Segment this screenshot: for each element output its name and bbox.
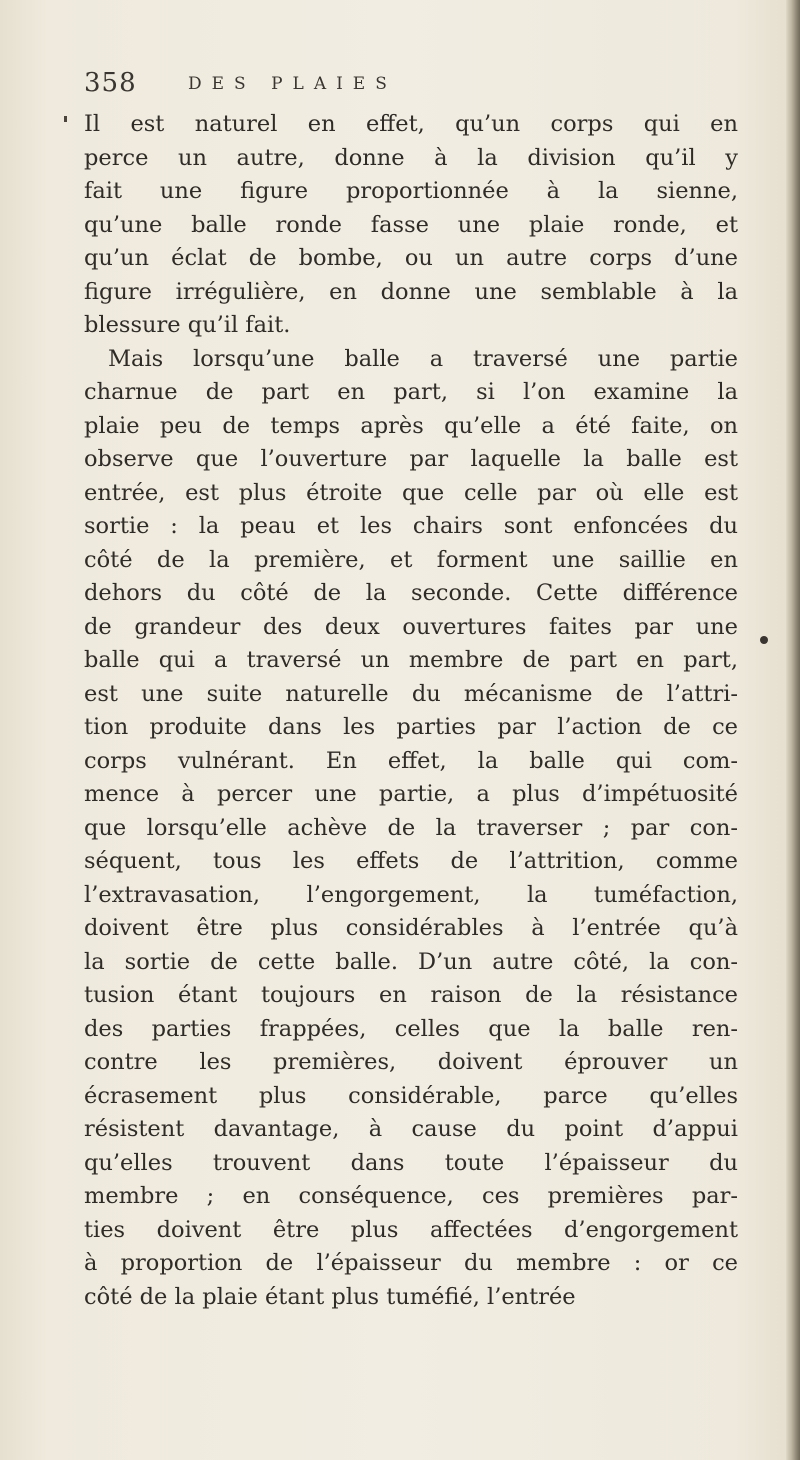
running-head: DES PLAIES <box>188 74 397 94</box>
text-line: charnue de part en part, si l’on examine la <box>84 379 738 405</box>
text-line: Mais lorsqu’une balle a traversé une partie <box>108 345 738 372</box>
text-line: blessure qu’il fait. <box>84 312 291 338</box>
text-line: sortie : la peau et les chairs sont enfoncées du <box>84 513 738 539</box>
text-line: à proportion de l’épaisseur du membre : or ce <box>84 1250 738 1276</box>
text-line: tion produite dans les parties par l’action de ce <box>84 714 738 740</box>
text-line: la sortie de cette balle. D’un autre côté, la con- <box>84 948 738 975</box>
text-line: qu’un éclat de bombe, ou un autre corps d’une <box>84 245 738 271</box>
text-line: tusion étant toujours en raison de la résistance <box>84 982 738 1008</box>
text-line: membre ; en conséquence, ces premières par- <box>84 1183 738 1209</box>
page-header <box>84 68 724 104</box>
text-line: mence à percer une partie, a plus d’impétuosité <box>84 781 738 807</box>
text-line: fait une figure proportionnée à la sienne, <box>84 178 738 204</box>
text-line: écrasement plus considérable, parce qu’elles <box>84 1082 738 1109</box>
page-spine-edge <box>786 0 800 1460</box>
text-line: balle qui a traversé un membre de part en part, <box>84 647 738 673</box>
text-line: doivent être plus considérables à l’entrée qu’à <box>84 915 738 941</box>
text-line: entrée, est plus étroite que celle par où elle est <box>84 479 738 506</box>
text-line: séquent, tous les effets de l’attrition, comme <box>84 848 738 874</box>
text-line: qu’une balle ronde fasse une plaie ronde, et <box>84 211 738 238</box>
text-line: corps vulnérant. En effet, la balle qui com- <box>84 747 738 774</box>
text-line: des parties frappées, celles que la balle ren- <box>84 1015 738 1042</box>
text-line: plaie peu de temps après qu’elle a été faite, on <box>84 412 738 439</box>
text-line: est une suite naturelle du mécanisme de l’attri- <box>84 680 738 707</box>
text-line: qu’elles trouvent dans toute l’épaisseur du <box>84 1149 738 1176</box>
text-line: résistent davantage, à cause du point d’appui <box>84 1116 738 1142</box>
text-line: contre les premières, doivent éprouver un <box>84 1049 738 1075</box>
text-line: l’extravasation, l’engorgement, la tuméfaction, <box>84 881 738 908</box>
text-line: côté de la première, et forment une saillie en <box>84 546 738 573</box>
text-line: Il est naturel en effet, qu’un corps qui en <box>84 111 738 137</box>
margin-dot-mark <box>760 636 768 644</box>
text-line: observe que l’ouverture par laquelle la balle est <box>84 446 738 472</box>
text-line: figure irrégulière, en donne une semblable à la <box>84 278 738 305</box>
body-text <box>84 108 738 1314</box>
text-line: que lorsqu’elle achève de la traverser ; par con- <box>84 814 738 841</box>
text-line: ties doivent être plus affectées d’engorgement <box>84 1216 738 1243</box>
text-line: côté de la plaie étant plus tuméfié, l’entrée <box>84 1283 576 1310</box>
text-line: dehors du côté de la seconde. Cette différence <box>84 580 738 606</box>
page-number: 358 <box>84 68 137 98</box>
text-line: de grandeur des deux ouvertures faites par une <box>84 613 738 640</box>
margin-tick-mark <box>64 116 67 122</box>
text-line: perce un autre, donne à la division qu’il y <box>84 144 738 171</box>
